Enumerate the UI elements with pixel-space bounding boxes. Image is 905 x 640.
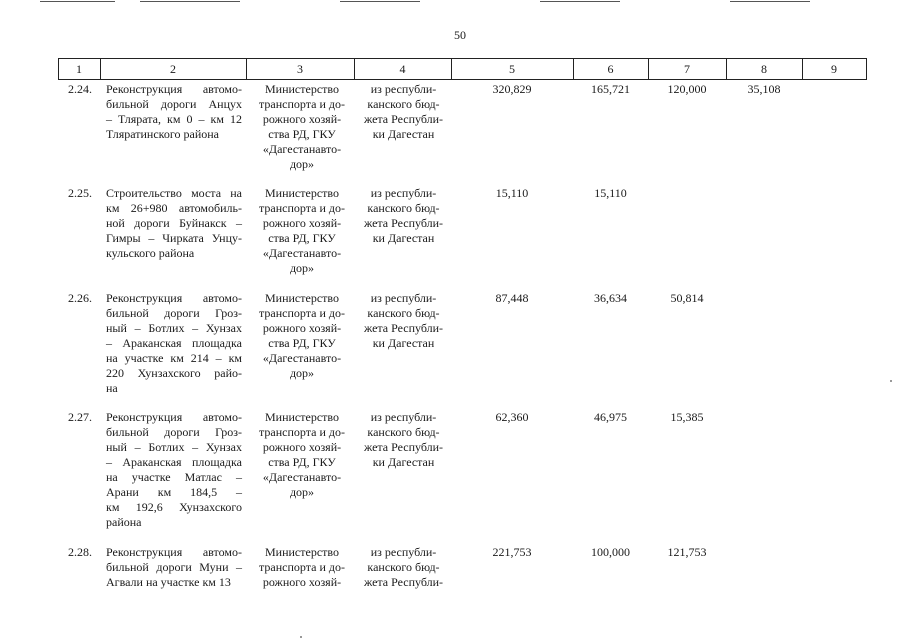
table-header-bottom-rule [58, 79, 866, 80]
row-src-line: ки Дагестан [372, 455, 435, 469]
row-org-line: Министерство [265, 545, 339, 559]
row-name-line: Арани км 184,5 – [106, 485, 242, 499]
row-num-value: 2.25. [68, 186, 92, 200]
row-org-line: ства РД, ГКУ [268, 231, 336, 245]
row-org-line: дор» [289, 157, 315, 171]
column-header-4: 4 [399, 62, 406, 76]
row-org-line: транспорта и до- [259, 560, 345, 574]
row-src-line: из республи- [370, 186, 437, 200]
row-src-line: канского бюд- [367, 201, 440, 215]
row-name-line: Реконструкция автомо- [106, 291, 242, 305]
scan-speck [300, 636, 302, 638]
row-c6-value: 36,634 [594, 291, 627, 305]
row-org-line: транспорта и до- [259, 201, 345, 215]
row-src-line: жета Республи- [363, 321, 444, 335]
row-org-line: «Дагестанавто- [262, 142, 342, 156]
row-src-line: канского бюд- [367, 306, 440, 320]
row-org-line: рожного хозяй- [262, 575, 342, 589]
row-src-line: канского бюд- [367, 425, 440, 439]
row-org-line: Министерство [265, 291, 339, 305]
row-c7-value: 120,000 [667, 82, 707, 96]
page-number: 50 [454, 28, 466, 42]
row-c6-value: 46,975 [594, 410, 627, 424]
row-name-line: км 26+980 автомобиль- [106, 201, 242, 215]
row-name-line: района [106, 515, 142, 529]
row-name-line: Гимры – Чирката Унцу- [106, 231, 242, 245]
row-name-line: Агвали на участке км 13 [106, 575, 231, 589]
row-org-line: ства РД, ГКУ [268, 127, 336, 141]
row-src-line: из республи- [370, 410, 437, 424]
scan-edge-lines [0, 0, 905, 6]
row-src-line: канского бюд- [367, 97, 440, 111]
row-num-value: 2.24. [68, 82, 92, 96]
row-c6-value: 165,721 [591, 82, 630, 96]
row-name-line: 220 Хунзахского райо- [106, 366, 242, 380]
row-name-line: бильной дороги Гроз- [106, 425, 242, 439]
row-name-line: – Араканская площадка [106, 455, 242, 469]
row-c6-value: 15,110 [594, 186, 627, 200]
row-name-line: на участке км 214 – км [106, 351, 242, 365]
row-name-line: ный – Ботлих – Хунзах [106, 440, 242, 454]
row-name-line: Реконструкция автомо- [106, 545, 242, 559]
row-name-line: ной дороги Буйнакск – [106, 216, 242, 230]
row-src-line: жета Республи- [363, 440, 444, 454]
row-name-line: бильной дороги Гроз- [106, 306, 242, 320]
row-c6-value: 100,000 [591, 545, 630, 559]
column-header-3: 3 [297, 62, 303, 76]
column-header-1: 1 [76, 62, 82, 76]
scan-speck [890, 380, 892, 382]
row-c5-value: 87,448 [495, 291, 529, 305]
row-org-line: ства РД, ГКУ [268, 336, 336, 350]
row-name-line: Тляратинского района [106, 127, 220, 141]
row-org-line: дор» [289, 366, 315, 380]
row-name-line: кульского района [106, 246, 195, 260]
row-src-line: жета Республи- [363, 216, 444, 230]
row-org-line: Министерство [265, 82, 339, 96]
row-c5-value: 221,753 [492, 545, 532, 559]
row-c5-value: 62,360 [495, 410, 529, 424]
row-org-line: транспорта и до- [259, 306, 345, 320]
table-top-rule [58, 58, 866, 59]
column-header-8: 8 [761, 62, 767, 76]
row-name-line: – Тлярата, км 0 – км 12 [106, 112, 242, 126]
row-org-line: транспорта и до- [259, 425, 345, 439]
row-c7-value: 50,814 [670, 291, 704, 305]
row-src-line: из республи- [370, 291, 437, 305]
row-num-value: 2.27. [68, 410, 92, 424]
row-c7-value: 121,753 [667, 545, 707, 559]
row-org-line: ства РД, ГКУ [268, 455, 336, 469]
row-src-line: ки Дагестан [372, 231, 435, 245]
row-org-line: «Дагестанавто- [262, 246, 342, 260]
row-name-line: км 192,6 Хунзахского [106, 500, 242, 514]
row-num-value: 2.26. [68, 291, 92, 305]
row-src-line: ки Дагестан [372, 127, 435, 141]
row-c5-value: 15,110 [495, 186, 529, 200]
row-num-value: 2.28. [68, 545, 92, 559]
row-name-line: – Араканская площадка [106, 336, 242, 350]
row-org-line: Министерство [265, 410, 339, 424]
column-header-7: 7 [684, 62, 690, 76]
row-src-line: жета Республи- [363, 575, 444, 589]
row-name-line: на [106, 381, 118, 395]
column-header-6: 6 [607, 62, 614, 76]
row-org-line: дор» [289, 485, 315, 499]
row-src-line: ки Дагестан [372, 336, 435, 350]
row-c7-value: 15,385 [670, 410, 704, 424]
row-name-line: Реконструкция автомо- [106, 82, 242, 96]
row-src-line: из республи- [370, 82, 437, 96]
row-name-line: на участке Матлас – [106, 470, 242, 484]
row-name-line: Строительство моста на [106, 186, 242, 200]
row-name-line: бильной дороги Анцух [106, 97, 242, 111]
row-src-line: жета Республи- [363, 112, 444, 126]
row-name-line: Реконструкция автомо- [106, 410, 242, 424]
row-org-line: Министерство [265, 186, 339, 200]
row-src-line: канского бюд- [367, 560, 440, 574]
row-org-line: транспорта и до- [259, 97, 345, 111]
row-org-line: рожного хозяй- [262, 112, 342, 126]
column-header-5: 5 [509, 62, 515, 76]
row-c8-value: 35,108 [747, 82, 781, 96]
row-org-line: рожного хозяй- [262, 440, 342, 454]
row-src-line: из республи- [370, 545, 437, 559]
column-header-2: 2 [170, 62, 176, 76]
row-org-line: рожного хозяй- [262, 321, 342, 335]
row-org-line: рожного хозяй- [262, 216, 342, 230]
row-c5-value: 320,829 [492, 82, 532, 96]
row-org-line: дор» [289, 261, 315, 275]
row-name-line: бильной дороги Муни – [106, 560, 242, 574]
row-org-line: «Дагестанавто- [262, 470, 342, 484]
column-header-9: 9 [831, 62, 837, 76]
row-org-line: «Дагестанавто- [262, 351, 342, 365]
column-divider [866, 58, 867, 80]
row-name-line: ный – Ботлих – Хунзах [106, 321, 242, 335]
